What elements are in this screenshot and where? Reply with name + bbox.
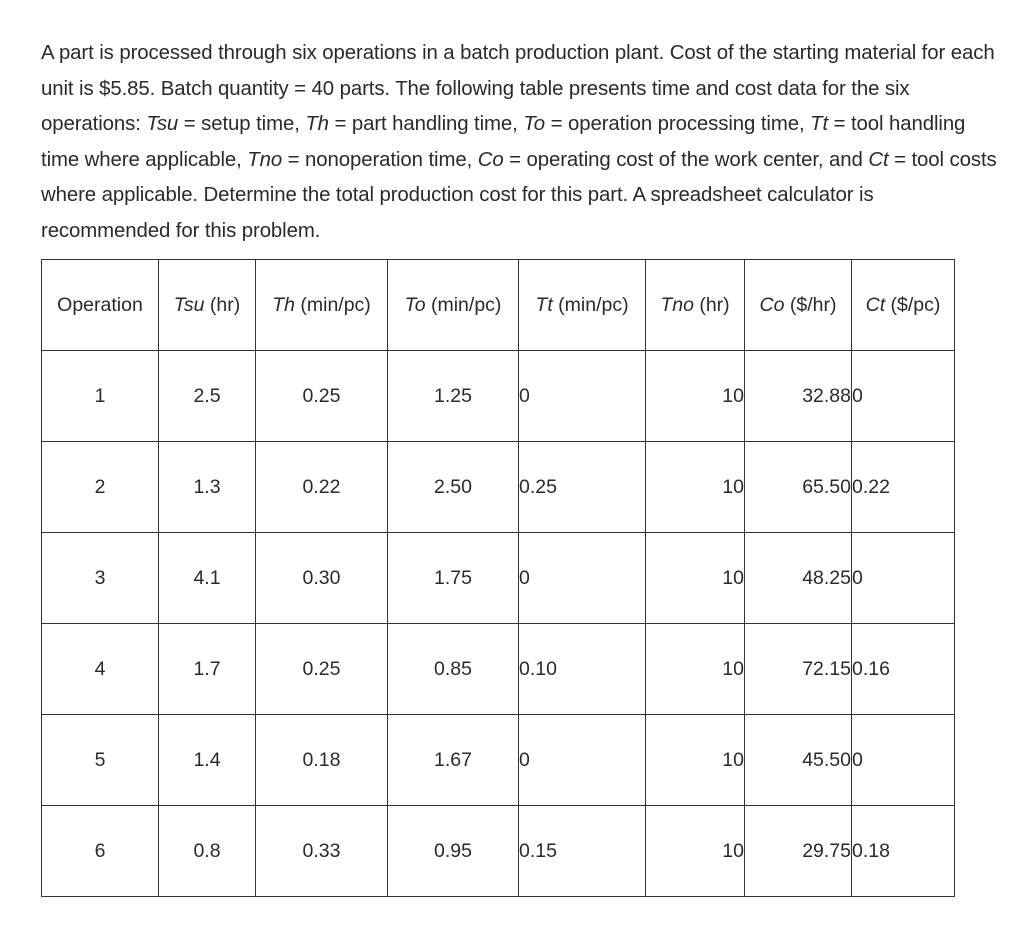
header-co-var: Co bbox=[759, 293, 785, 316]
cell-ct: 0 bbox=[852, 351, 955, 442]
cell-operation: 2 bbox=[42, 442, 159, 533]
cell-operation: 3 bbox=[42, 533, 159, 624]
problem-text-5: = tool handling time where applicable, bbox=[41, 113, 966, 171]
var-tt: Tt bbox=[810, 113, 829, 136]
cell-tsu: 0.8 bbox=[159, 806, 256, 897]
header-ct-unit: ($/pc) bbox=[885, 293, 941, 316]
cell-tt: 0 bbox=[519, 533, 646, 624]
cell-to: 2.50 bbox=[388, 442, 519, 533]
header-tno-var: Tno bbox=[660, 293, 694, 316]
problem-text-8: = tool costs where applicable. Determine the total production cost for this part. A spreadsheet calculator is recommended for this problem. bbox=[41, 148, 997, 242]
header-th-unit: (min/pc) bbox=[294, 293, 371, 316]
header-ct bbox=[852, 260, 955, 351]
header-to-var: To bbox=[404, 293, 426, 316]
cell-ct: 0.16 bbox=[852, 624, 955, 715]
cell-tt: 0 bbox=[519, 351, 646, 442]
cell-ct: 0.18 bbox=[852, 806, 955, 897]
cell-to: 1.25 bbox=[388, 351, 519, 442]
cell-co: 72.15 bbox=[745, 624, 852, 715]
header-tno bbox=[646, 260, 745, 351]
cell-tno: 10 bbox=[646, 715, 745, 806]
operations-table bbox=[41, 259, 955, 897]
table-row bbox=[42, 351, 955, 442]
cell-co: 32.88 bbox=[745, 351, 852, 442]
cell-th: 0.30 bbox=[256, 533, 388, 624]
problem-statement bbox=[41, 36, 1001, 250]
cell-tno: 10 bbox=[646, 442, 745, 533]
cell-to: 1.67 bbox=[388, 715, 519, 806]
header-tsu-unit: (hr) bbox=[204, 293, 241, 316]
problem-text-1: A part is processed through six operations in a batch production plant. Cost of the starting material for each unit is $5.85. Batch quantity = 40 parts. The following table presents time and cost data for the six operations: bbox=[41, 42, 995, 136]
header-to bbox=[388, 260, 519, 351]
var-tsu: Tsu bbox=[146, 113, 179, 136]
cell-co: 29.75 bbox=[745, 806, 852, 897]
header-th bbox=[256, 260, 388, 351]
cell-th: 0.22 bbox=[256, 442, 388, 533]
cell-th: 0.25 bbox=[256, 351, 388, 442]
cell-operation: 6 bbox=[42, 806, 159, 897]
var-co: Co bbox=[477, 148, 504, 171]
var-tno: Tno bbox=[247, 148, 283, 171]
problem-text-2: = setup time, bbox=[178, 113, 306, 136]
problem-text-3: = part handling time, bbox=[328, 113, 524, 136]
cell-co: 45.50 bbox=[745, 715, 852, 806]
header-tt-unit: (min/pc) bbox=[552, 293, 629, 316]
table-row bbox=[42, 624, 955, 715]
header-operation bbox=[42, 260, 159, 351]
var-to: To bbox=[523, 113, 546, 136]
cell-tsu: 1.7 bbox=[159, 624, 256, 715]
cell-to: 1.75 bbox=[388, 533, 519, 624]
header-th-var: Th bbox=[272, 293, 295, 316]
header-to-unit: (min/pc) bbox=[425, 293, 502, 316]
table-row bbox=[42, 442, 955, 533]
header-ct-var: Ct bbox=[865, 293, 886, 316]
header-tt-var: Tt bbox=[535, 293, 553, 316]
header-tsu-var: Tsu bbox=[173, 293, 205, 316]
cell-tt: 0.15 bbox=[519, 806, 646, 897]
var-th: Th bbox=[305, 113, 329, 136]
cell-tno: 10 bbox=[646, 533, 745, 624]
cell-tsu: 4.1 bbox=[159, 533, 256, 624]
cell-to: 0.85 bbox=[388, 624, 519, 715]
cell-tno: 10 bbox=[646, 806, 745, 897]
table-row bbox=[42, 715, 955, 806]
cell-operation: 1 bbox=[42, 351, 159, 442]
header-tno-unit: (hr) bbox=[693, 293, 730, 316]
header-co bbox=[745, 260, 852, 351]
problem-text-6: = nonoperation time, bbox=[282, 148, 478, 171]
cell-to: 0.95 bbox=[388, 806, 519, 897]
cell-ct: 0.22 bbox=[852, 442, 955, 533]
cell-operation: 5 bbox=[42, 715, 159, 806]
header-tt bbox=[519, 260, 646, 351]
cell-ct: 0 bbox=[852, 715, 955, 806]
header-tsu bbox=[159, 260, 256, 351]
cell-th: 0.33 bbox=[256, 806, 388, 897]
var-ct: Ct bbox=[868, 148, 889, 171]
cell-th: 0.25 bbox=[256, 624, 388, 715]
cell-tsu: 2.5 bbox=[159, 351, 256, 442]
cell-tsu: 1.3 bbox=[159, 442, 256, 533]
cell-tt: 0.10 bbox=[519, 624, 646, 715]
cell-th: 0.18 bbox=[256, 715, 388, 806]
cell-co: 65.50 bbox=[745, 442, 852, 533]
table-header-row bbox=[42, 260, 955, 351]
problem-text-4: = operation processing time, bbox=[545, 113, 811, 136]
cell-operation: 4 bbox=[42, 624, 159, 715]
problem-text-7: = operating cost of the work center, and bbox=[503, 148, 869, 171]
cell-tsu: 1.4 bbox=[159, 715, 256, 806]
cell-tt: 0 bbox=[519, 715, 646, 806]
cell-tno: 10 bbox=[646, 624, 745, 715]
cell-tno: 10 bbox=[646, 351, 745, 442]
cell-ct: 0 bbox=[852, 533, 955, 624]
cell-co: 48.25 bbox=[745, 533, 852, 624]
header-operation-label: Operation bbox=[57, 293, 143, 316]
table-row bbox=[42, 806, 955, 897]
header-co-unit: ($/hr) bbox=[784, 293, 837, 316]
cell-tt: 0.25 bbox=[519, 442, 646, 533]
table-row bbox=[42, 533, 955, 624]
